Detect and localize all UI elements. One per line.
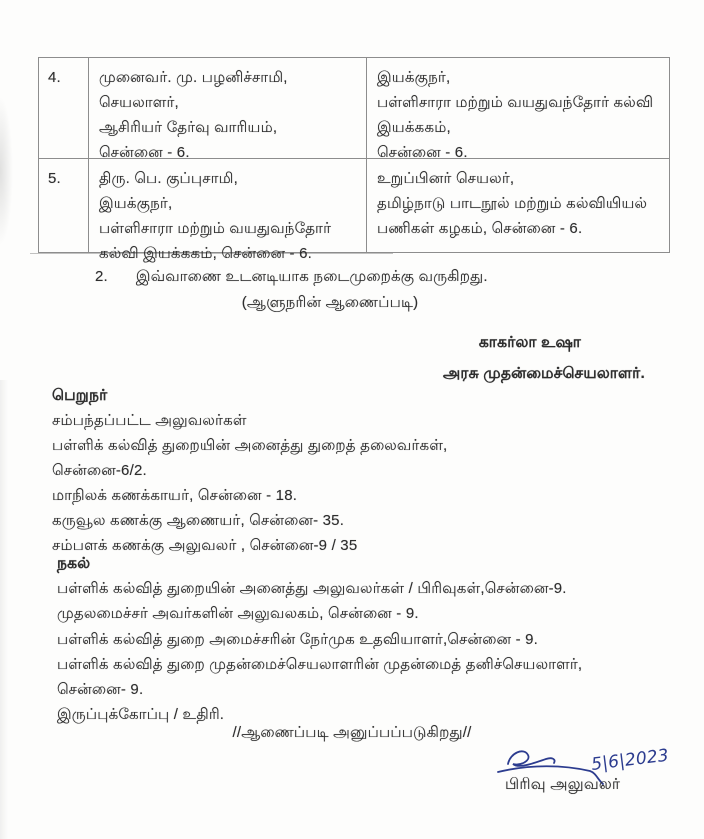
serial-cell	[39, 58, 88, 158]
recipient-line: சம்பந்தப்பட்ட அலுவலர்கள்	[52, 412, 247, 429]
addressee-line: செயலாளர்,	[99, 94, 179, 111]
addressee-line: முனைவர். மு. பழனிச்சாமி,	[99, 69, 288, 86]
signature-date: 5|6|2023	[590, 745, 670, 775]
by-order-line: (ஆளுநரின் ஆணைப்படி)	[241, 294, 419, 311]
section-officer-label: பிரிவு அலுவலர்	[505, 776, 621, 793]
recipient-line: சென்னை-6/2.	[52, 462, 147, 479]
paragraph-text: இவ்வாணை உடனடியாக நடைமுறைக்கு வருகிறது.	[135, 268, 488, 285]
addressee-line: திரு. பெ. குப்புசாமி,	[99, 170, 238, 187]
recipient-line: மாநிலக் கணக்காயர், சென்னை - 18.	[52, 487, 298, 504]
designation-line: தமிழ்நாடு பாடநூல் மற்றும் கல்வியியல்	[377, 195, 648, 212]
copy-line: பள்ளிக் கல்வித் துறை அமைச்சரின் நேர்முக உதவியாளர்,சென்னை - 9.	[57, 630, 539, 648]
order-paragraph-2	[95, 267, 488, 287]
serial-number: 5.	[48, 170, 61, 187]
order-addressee-table	[38, 57, 670, 262]
serial-cell	[39, 158, 88, 252]
addressee-line: சென்னை - 6.	[99, 144, 190, 161]
designation-line: பணிகள் கழகம், சென்னை - 6.	[377, 220, 583, 237]
addressee-line: கல்வி இயக்ககம், சென்னை - 6.	[99, 245, 313, 262]
recipients-heading: பெறுநர்	[52, 387, 108, 404]
copy-line: பள்ளிக் கல்வித் துறையின் அனைத்து அலுவலர்கள் / பிரிவுகள்,சென்னை-9.	[57, 580, 567, 598]
serial-number: 4.	[48, 69, 61, 86]
scan-artifact	[0, 96, 13, 246]
scan-artifact	[0, 380, 8, 839]
copy-line: சென்னை- 9.	[57, 681, 144, 699]
forwarded-line: //ஆணைப்படி அனுப்பப்படுகிறது//	[232, 724, 472, 741]
addressee-cell	[88, 158, 366, 262]
signatory-title: அரசு முதன்மைச்செயலாளர்.	[442, 365, 645, 382]
recipient-line: கருவூல கணக்கு ஆணையர், சென்னை- 35.	[52, 512, 345, 529]
designation-cell	[366, 158, 669, 252]
designation-line: இயக்குநர்,	[377, 69, 451, 86]
addressee-line: பள்ளிசாரா மற்றும் வயதுவந்தோர்	[99, 220, 332, 237]
copy-line: பள்ளிக் கல்வித் துறை முதன்மைச்செயலாளரின் முதன்மைத் தனிச்செயலாளர்,	[57, 655, 583, 673]
signature-scrawl	[508, 751, 555, 766]
recipients-section	[52, 383, 447, 558]
addressee-line: ஆசிரியர் தேர்வு வாரியம்,	[99, 119, 278, 136]
designation-line: இயக்ககம்,	[377, 119, 451, 136]
paragraph-number: 2.	[95, 268, 108, 285]
addressee-line: இயக்குநர்,	[99, 195, 173, 212]
recipient-line: பள்ளிக் கல்வித் துறையின் அனைத்து துறைத் தலைவர்கள்,	[52, 437, 448, 454]
addressee-cell	[88, 58, 366, 161]
copies-heading: நகல்	[57, 555, 91, 572]
designation-line: பள்ளிசாரா மற்றும் வயதுவந்தோர் கல்வி	[377, 94, 654, 111]
copy-line: இருப்புக்கோப்பு / உதிரி.	[57, 706, 225, 724]
recipient-line: சம்பளக் கணக்கு அலுவலர் , சென்னை-9 / 35	[52, 537, 358, 554]
designation-line: சென்னை - 6.	[377, 144, 468, 161]
signatory-block	[408, 327, 680, 389]
designation-cell	[366, 58, 669, 161]
copy-line: முதலமைச்சர் அவர்களின் அலுவலகம், சென்னை - 9.	[57, 605, 419, 623]
signatory-name: காகர்லா உஷா	[478, 334, 582, 351]
designation-line: உறுப்பினர் செயலர்,	[377, 170, 515, 187]
copies-section	[57, 551, 582, 727]
